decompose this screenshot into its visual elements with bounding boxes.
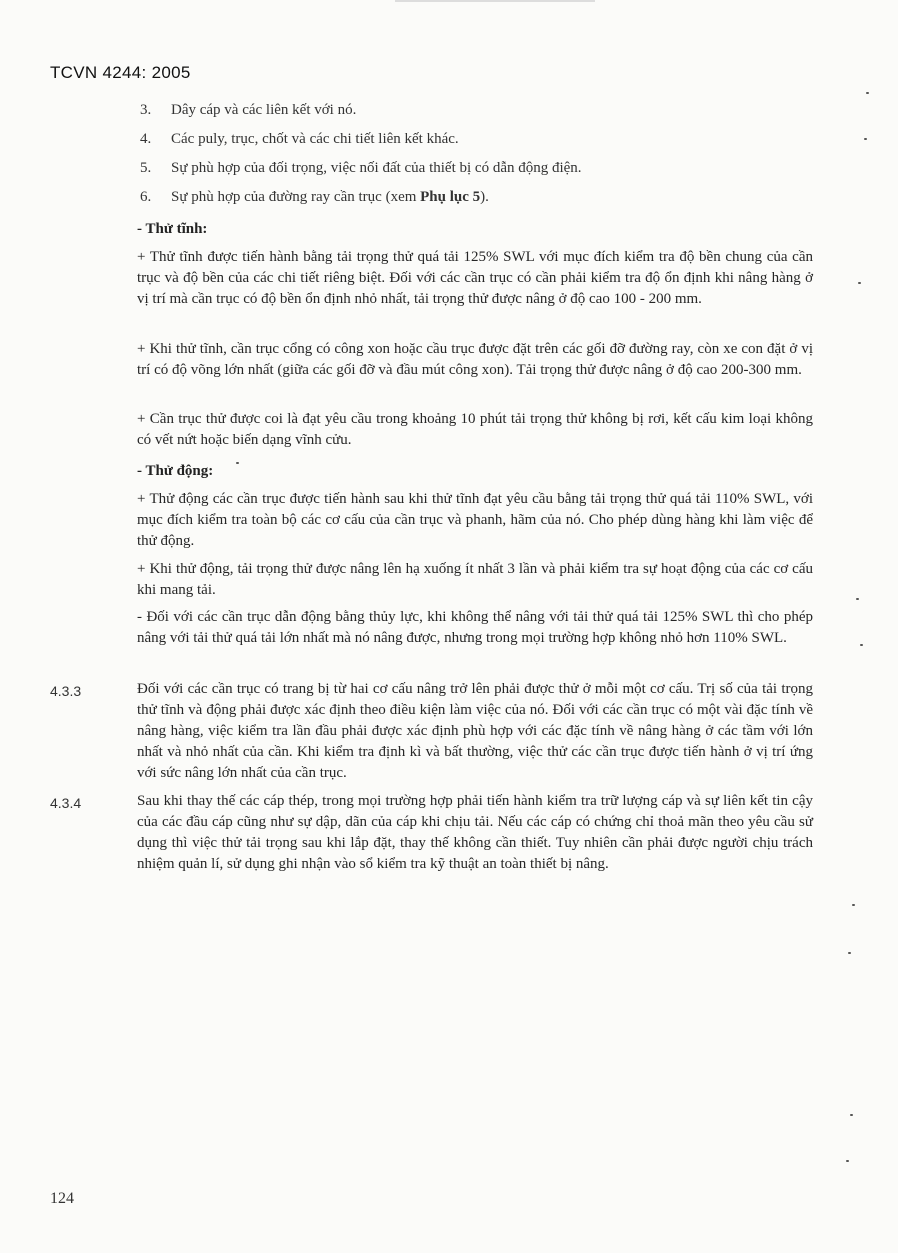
scan-speck: [856, 598, 859, 600]
scan-speck: [866, 92, 869, 94]
dynamic-test-paragraph: + Khi thử động, tải trọng thử được nâng lên hạ xuống ít nhất 3 lần và phải kiểm tra sự hoạt động của các cơ cấu khi mang tải.: [137, 561, 813, 598]
list-item-text-end: ).: [480, 189, 489, 205]
dynamic-test-paragraph: + Thử động các cần trục được tiến hành sau khi thử tĩnh đạt yêu cầu bằng tải trọng thử quá tải 110% SWL, với mục đích kiểm tra toàn bộ các cơ cấu của cần trục và phanh, hãm của nó. Cho phép dùng hàng khi làm việc để thử động.: [137, 491, 813, 549]
inspection-items-list: [140, 100, 820, 216]
scan-speck: [236, 462, 239, 464]
static-test-paragraph: + Thử tĩnh được tiến hành bằng tải trọng thử quá tải 125% SWL với mục đích kiểm tra độ bền chung của cần trục và độ bền của các chi tiết riêng biệt. Đối với các cần trục có cần phải kiểm tra độ ổn định khi nâng hàng ở vị trí mà cần trục có độ bền ổn định nhỏ nhất, tải trọng thử được nâng ở độ cao 100 - 200 mm.: [137, 249, 813, 307]
list-item-number: 4.: [140, 131, 152, 147]
list-item: [140, 158, 820, 187]
list-item: [140, 129, 820, 158]
scan-speck: [850, 1114, 853, 1116]
list-item: [140, 100, 820, 129]
clause-number: 4.3.4: [50, 795, 82, 811]
standard-code-header: TCVN 4244: 2005: [50, 63, 191, 82]
page-number: 124: [50, 1190, 74, 1207]
scan-speck: [860, 644, 863, 646]
static-test-paragraph: + Khi thử tĩnh, cần trục cổng có công xon hoặc cầu trục được đặt trên các gối đỡ đường ray, còn xe con đặt ở vị trí có độ võng lớn nhất (giữa các gối đỡ và đầu mút công xon). Tải trọng thử được nâng ở độ cao 200-300 mm.: [137, 341, 813, 378]
static-test-heading: - Thử tĩnh:: [137, 221, 208, 237]
scan-speck: [848, 952, 851, 954]
dynamic-test-paragraph: - Đối với các cần trục dẫn động bằng thủy lực, khi không thể nâng với tải thử quá tải 125% SWL thì cho phép nâng với tải thử quá tải lớn nhất mà nó nâng được, nhưng trong mọi trường hợp không nhỏ hơn 110% SWL.: [137, 609, 813, 646]
scan-speck: [846, 1160, 849, 1162]
list-item-number: 6.: [140, 189, 152, 205]
scan-speck: [864, 138, 867, 140]
scan-speck: [852, 904, 855, 906]
dynamic-test-heading: - Thử động:: [137, 463, 214, 479]
list-item-text: Dây cáp và các liên kết với nó.: [171, 102, 357, 118]
list-item-text: Sự phù hợp của đường ray cần trục (xem: [171, 189, 421, 205]
clause-text: Đối với các cần trục có trang bị từ hai cơ cấu nâng trở lên phải được thử ở mỗi một cơ cấu. Trị số của tải trọng thử tĩnh và động phải được xác định theo điều kiện làm việc của nó. Đối với các cần trục có một vài đặc tính về nâng hàng, việc kiểm tra lần đầu phải được xác định phù hợp với các đặc tính về nâng hàng ở các tầm với lớn nhất và nhỏ nhất của cần. Khi kiểm tra định kì và bất thường, việc thử các cần trục được tiến hành ở vị trí ứng với sức nâng lớn nhất của cần trục.: [137, 681, 813, 781]
list-item-text: Sự phù hợp của đối trọng, việc nối đất của thiết bị có dẫn động điện.: [171, 160, 582, 176]
scan-speck: [858, 282, 861, 284]
clause-text: Sau khi thay thế các cáp thép, trong mọi trường hợp phải tiến hành kiểm tra trữ lượng cáp và sự liên kết tin cậy của các đầu cáp cũng như sự dập, dãn của cáp khi chịu tải. Nếu các cáp có chứng chỉ thoả mãn theo yêu cầu sử dụng thì việc thử tải trọng sau khi lắp đặt, thay thế không cần thiết. Tuy nhiên cần phải được người chịu trách nhiệm quản lí, sử dụng ghi nhận vào sổ kiểm tra kỹ thuật an toàn thiết bị nâng.: [137, 793, 813, 872]
scan-artifact: [395, 0, 595, 2]
list-item-number: 5.: [140, 160, 152, 176]
list-item-text: Các puly, trục, chốt và các chi tiết liên kết khác.: [171, 131, 459, 147]
list-item-number: 3.: [140, 102, 152, 118]
clause-number: 4.3.3: [50, 683, 82, 699]
list-item: [140, 187, 820, 216]
appendix-reference: Phụ lục 5: [420, 189, 481, 205]
static-test-paragraph: + Cần trục thử được coi là đạt yêu cầu trong khoảng 10 phút tải trọng thử không bị rơi, kết cấu kim loại không có vết nứt hoặc biến dạng vĩnh cửu.: [137, 411, 813, 448]
